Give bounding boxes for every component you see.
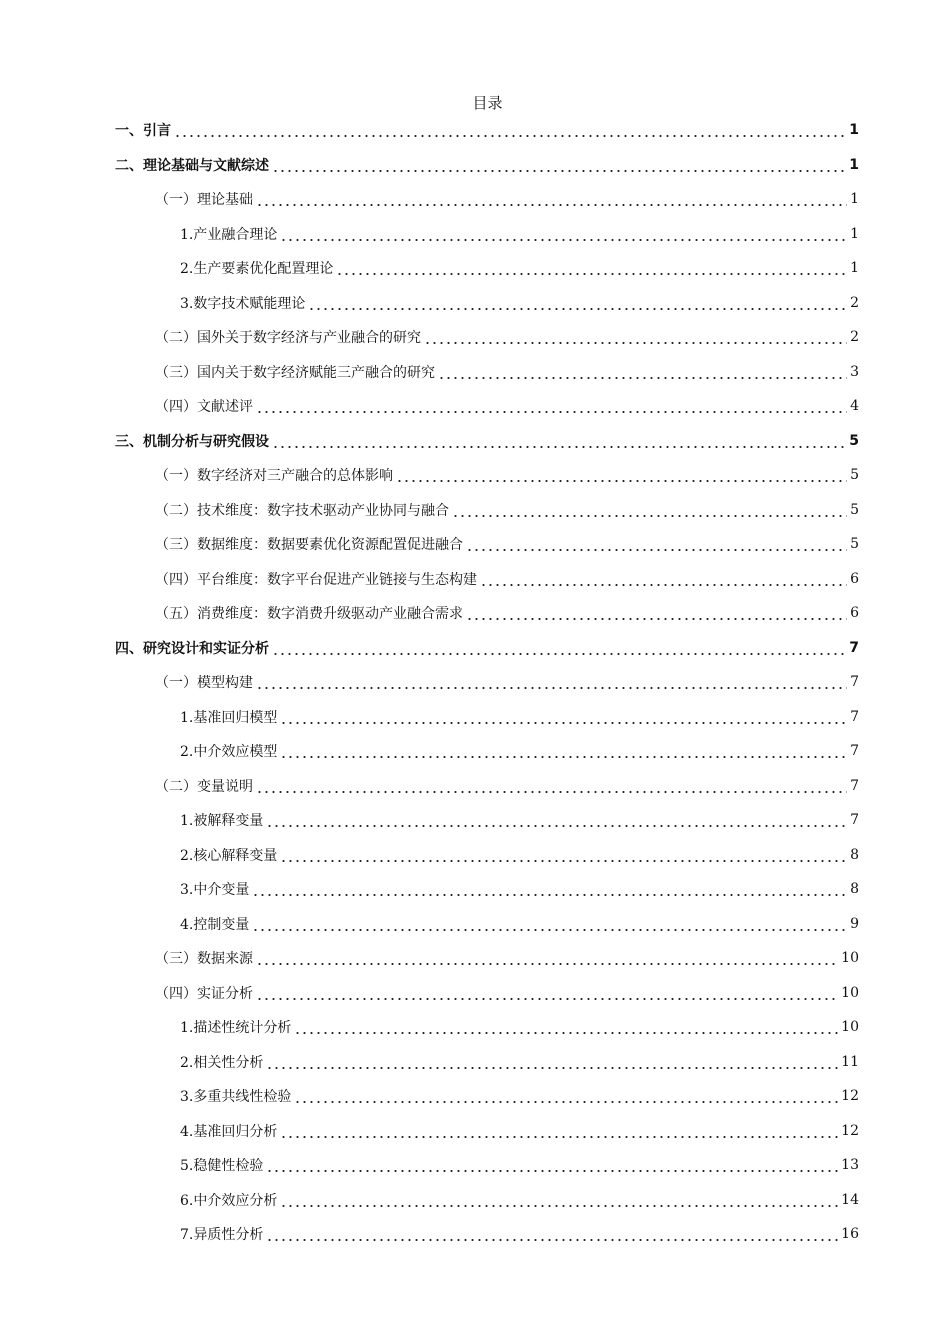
- toc-dot-leader: [174, 135, 846, 137]
- toc-page-number: 8: [850, 846, 859, 863]
- toc-entry-label: （三）国内关于数字经济赋能三产融合的研究: [155, 364, 435, 381]
- toc-entry-label: （三）数据维度：数据要素优化资源配置促进融合: [155, 537, 463, 554]
- toc-entry[interactable]: [0, 320, 950, 355]
- toc-entry-label: 1.产业融合理论: [180, 226, 278, 243]
- toc-dot-leader: [252, 929, 847, 931]
- toc-entry[interactable]: [0, 1217, 950, 1252]
- toc-dot-leader: [256, 963, 838, 965]
- toc-page-number: 1: [850, 225, 859, 242]
- toc-entry-label: 四、研究设计和实证分析: [115, 640, 269, 657]
- table-of-contents: [0, 113, 950, 1252]
- toc-dot-leader: [280, 722, 847, 724]
- toc-entry[interactable]: [0, 1079, 950, 1114]
- toc-entry-label: 2.中介效应模型: [180, 744, 278, 761]
- toc-entry[interactable]: [0, 113, 950, 148]
- toc-entry[interactable]: [0, 631, 950, 666]
- toc-dot-leader: [252, 894, 847, 896]
- toc-entry[interactable]: [0, 424, 950, 459]
- toc-dot-leader: [256, 411, 847, 413]
- toc-entry[interactable]: [0, 734, 950, 769]
- toc-dot-leader: [280, 239, 847, 241]
- toc-dot-leader: [280, 756, 847, 758]
- toc-dot-leader: [256, 791, 847, 793]
- toc-page-number: 9: [850, 915, 859, 932]
- toc-dot-leader: [280, 1136, 838, 1138]
- toc-page-number: 10: [841, 950, 859, 967]
- toc-entry-label: 2.相关性分析: [180, 1054, 264, 1071]
- toc-entry-label: （二）国外关于数字经济与产业融合的研究: [155, 330, 421, 347]
- toc-entry-label: 2.核心解释变量: [180, 847, 278, 864]
- toc-entry-label: 7.异质性分析: [180, 1227, 264, 1244]
- toc-dot-leader: [266, 1170, 838, 1172]
- toc-entry-label: 1.基准回归模型: [180, 709, 278, 726]
- toc-entry-label: （二）技术维度：数字技术驱动产业协同与融合: [155, 502, 449, 519]
- toc-page-number: 2: [850, 294, 859, 311]
- toc-dot-leader: [280, 1205, 838, 1207]
- toc-dot-leader: [336, 273, 847, 275]
- toc-entry-label: 一、引言: [115, 123, 171, 140]
- toc-entry-label: 二、理论基础与文献综述: [115, 157, 269, 174]
- toc-entry[interactable]: [0, 1114, 950, 1149]
- toc-entry[interactable]: [0, 562, 950, 597]
- toc-dot-leader: [438, 377, 847, 379]
- toc-entry[interactable]: [0, 838, 950, 873]
- toc-page-number: 16: [841, 1226, 859, 1243]
- toc-page-number: 7: [850, 812, 859, 829]
- toc-entry[interactable]: [0, 251, 950, 286]
- toc-page-number: 7: [850, 777, 859, 794]
- toc-page-number: 1: [850, 191, 859, 208]
- toc-page-number: 5: [849, 432, 859, 449]
- toc-page-number: 3: [850, 363, 859, 380]
- toc-entry-label: 4.控制变量: [180, 916, 250, 933]
- toc-entry[interactable]: [0, 355, 950, 390]
- toc-entry-label: （四）平台维度：数字平台促进产业链接与生态构建: [155, 571, 477, 588]
- toc-entry[interactable]: [0, 182, 950, 217]
- toc-dot-leader: [256, 687, 847, 689]
- toc-entry-label: （五）消费维度：数字消费升级驱动产业融合需求: [155, 606, 463, 623]
- toc-entry[interactable]: [0, 1010, 950, 1045]
- toc-entry-label: 1.被解释变量: [180, 813, 264, 830]
- toc-entry-label: 1.描述性统计分析: [180, 1020, 292, 1037]
- toc-page-number: 1: [849, 156, 859, 173]
- toc-page-number: 10: [841, 984, 859, 1001]
- toc-entry-label: 3.数字技术赋能理论: [180, 295, 306, 312]
- toc-entry[interactable]: [0, 1183, 950, 1218]
- toc-page-number: 12: [841, 1122, 859, 1139]
- toc-entry[interactable]: [0, 148, 950, 183]
- toc-entry-label: （四）文献述评: [155, 399, 253, 416]
- toc-page-number: 7: [850, 708, 859, 725]
- toc-page-number: 7: [849, 639, 859, 656]
- toc-page-number: 13: [841, 1157, 859, 1174]
- toc-dot-leader: [266, 1067, 838, 1069]
- toc-page-number: 6: [850, 605, 859, 622]
- toc-entry[interactable]: [0, 665, 950, 700]
- toc-page-number: 1: [850, 260, 859, 277]
- toc-entry-label: （四）实证分析: [155, 985, 253, 1002]
- toc-page-number: 14: [841, 1191, 859, 1208]
- toc-dot-leader: [466, 618, 847, 620]
- toc-dot-leader: [452, 515, 847, 517]
- toc-dot-leader: [272, 170, 846, 172]
- toc-entry[interactable]: [0, 700, 950, 735]
- toc-dot-leader: [256, 204, 847, 206]
- toc-entry[interactable]: [0, 1148, 950, 1183]
- toc-entry[interactable]: [0, 803, 950, 838]
- toc-entry-label: 5.稳健性检验: [180, 1158, 264, 1175]
- toc-entry-label: （一）模型构建: [155, 675, 253, 692]
- toc-entry-label: （二）变量说明: [155, 778, 253, 795]
- toc-page-number: 8: [850, 881, 859, 898]
- toc-page-number: 1: [849, 122, 859, 139]
- toc-page-number: 11: [841, 1053, 859, 1070]
- toc-dot-leader: [272, 446, 846, 448]
- toc-entry[interactable]: [0, 976, 950, 1011]
- toc-page-number: 6: [850, 570, 859, 587]
- toc-dot-leader: [294, 1032, 838, 1034]
- toc-entry[interactable]: [0, 493, 950, 528]
- toc-entry-label: 2.生产要素优化配置理论: [180, 261, 334, 278]
- toc-dot-leader: [266, 1239, 838, 1241]
- toc-entry[interactable]: [0, 907, 950, 942]
- toc-dot-leader: [272, 653, 846, 655]
- toc-dot-leader: [480, 584, 847, 586]
- toc-page-number: 10: [841, 1019, 859, 1036]
- toc-dot-leader: [308, 308, 847, 310]
- toc-entry[interactable]: [0, 458, 950, 493]
- toc-entry-label: 3.多重共线性检验: [180, 1089, 292, 1106]
- toc-entry[interactable]: [0, 596, 950, 631]
- toc-entry-label: 6.中介效应分析: [180, 1192, 278, 1209]
- toc-entry-label: （一）数字经济对三产融合的总体影响: [155, 468, 393, 485]
- toc-entry[interactable]: [0, 217, 950, 252]
- toc-entry[interactable]: [0, 389, 950, 424]
- toc-dot-leader: [256, 998, 838, 1000]
- toc-title: 目录: [472, 94, 503, 112]
- toc-page-number: 4: [850, 398, 859, 415]
- toc-entry[interactable]: [0, 941, 950, 976]
- toc-dot-leader: [424, 342, 847, 344]
- toc-page-number: 5: [850, 467, 859, 484]
- toc-page-number: 7: [850, 743, 859, 760]
- toc-entry-label: 3.中介变量: [180, 882, 250, 899]
- toc-page-number: 5: [850, 536, 859, 553]
- toc-dot-leader: [396, 480, 847, 482]
- toc-page-number: 2: [850, 329, 859, 346]
- toc-page-number: 7: [850, 674, 859, 691]
- toc-entry[interactable]: [0, 872, 950, 907]
- toc-dot-leader: [466, 549, 847, 551]
- toc-entry[interactable]: [0, 527, 950, 562]
- toc-page-number: 12: [841, 1088, 859, 1105]
- toc-entry-label: 三、机制分析与研究假设: [115, 433, 269, 450]
- toc-page-number: 5: [850, 501, 859, 518]
- toc-entry-label: （三）数据来源: [155, 951, 253, 968]
- toc-entry-label: （一）理论基础: [155, 192, 253, 209]
- toc-entry[interactable]: [0, 286, 950, 321]
- toc-entry[interactable]: [0, 1045, 950, 1080]
- toc-dot-leader: [280, 860, 847, 862]
- toc-dot-leader: [294, 1101, 838, 1103]
- toc-dot-leader: [266, 825, 847, 827]
- toc-entry[interactable]: [0, 769, 950, 804]
- toc-entry-label: 4.基准回归分析: [180, 1123, 278, 1140]
